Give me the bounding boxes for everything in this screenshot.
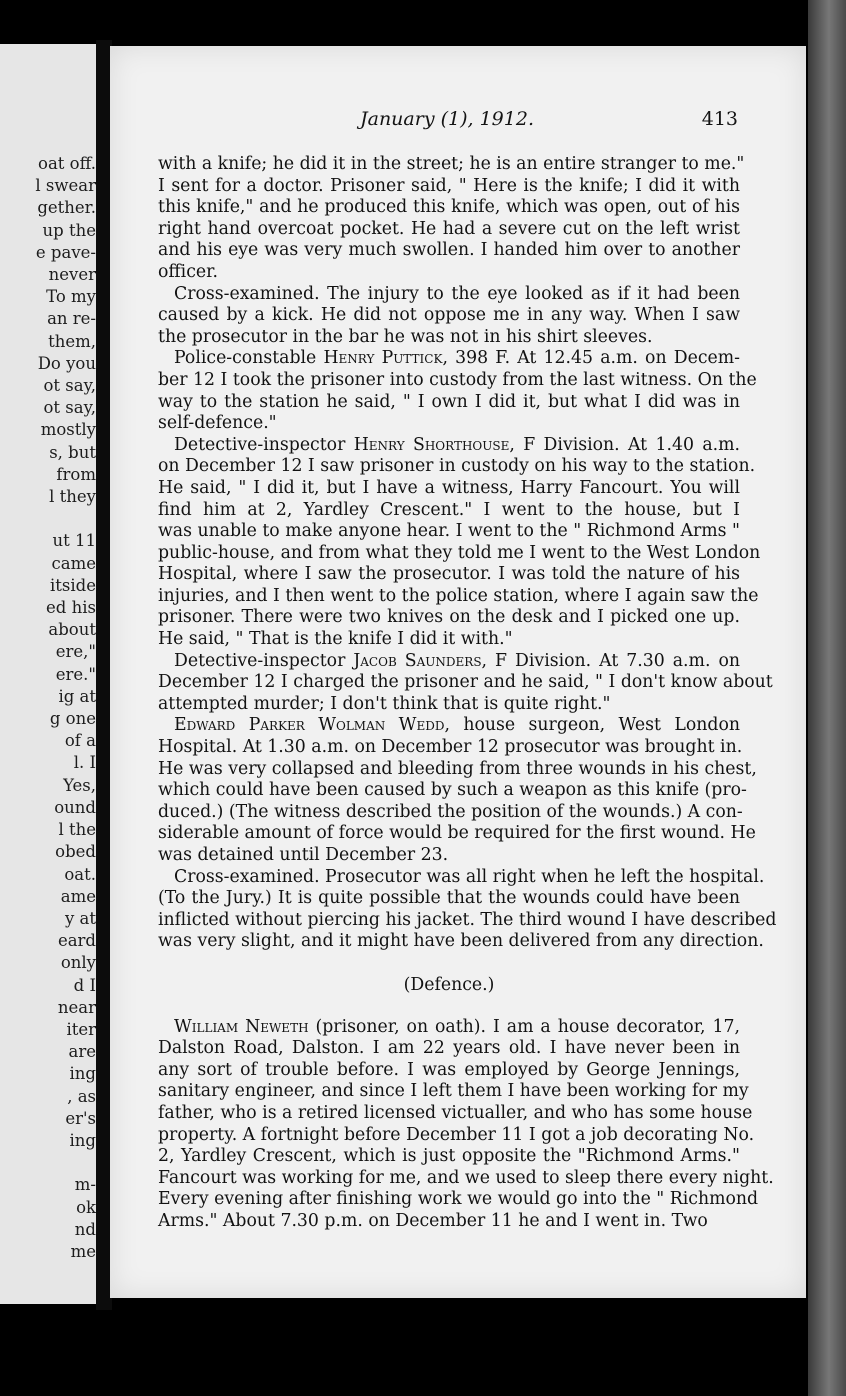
text-line: public-house, and from what they told me I went to the West London bbox=[158, 542, 761, 563]
text-line: December 12 I charged the prisoner and he said, " I don't know about bbox=[158, 672, 773, 693]
page-body bbox=[158, 154, 777, 1233]
section-heading: (Defence.) bbox=[403, 974, 495, 995]
text-line: Arms." About 7.30 p.m. on December 11 he and I went in. Two bbox=[158, 1210, 708, 1231]
text-line: Detective-inspector Jacob Saunders, F Division. At 7.30 a.m. on bbox=[174, 650, 740, 671]
facing-page-line: only bbox=[60, 953, 96, 973]
text-line: Police-constable Henry Puttick, 398 F. At 12.45 a.m. on Decem- bbox=[174, 348, 740, 369]
text-line: Every evening after finishing work we would go into the " Richmond bbox=[158, 1189, 759, 1210]
facing-page-line: l the bbox=[58, 820, 96, 840]
witness-name: Henry Puttick bbox=[323, 348, 443, 369]
facing-page-line: oat off. bbox=[38, 154, 96, 173]
facing-page-line: Yes, bbox=[63, 775, 96, 795]
facing-page-line: ut 11 bbox=[52, 531, 96, 551]
text-line: He said, " That is the knife I did it with." bbox=[158, 629, 513, 650]
text-line: injuries, and I then went to the police station, where I again saw the bbox=[158, 585, 759, 606]
text-line: He was very collapsed and bleeding from three wounds in his chest, bbox=[158, 758, 757, 779]
text-line: was unable to make anyone hear. I went to the " Richmond Arms " bbox=[158, 521, 740, 542]
facing-page-line: an re- bbox=[47, 309, 96, 329]
text-line: Detective-inspector Henry Shorthouse, F Division. At 1.40 a.m. bbox=[174, 434, 740, 455]
witness-name: William Neweth bbox=[174, 1016, 309, 1037]
text-line: father, who is a retired licensed victualler, and who has some house bbox=[158, 1102, 753, 1123]
facing-page-line: ot say, bbox=[43, 376, 96, 396]
text-line: Cross-examined. Prosecutor was all right when he left the hospital. bbox=[174, 866, 765, 887]
facing-page-line: ame bbox=[60, 886, 96, 906]
facing-page-line: never bbox=[48, 265, 96, 285]
facing-page-line: me bbox=[70, 1241, 96, 1261]
facing-page-line: l. I bbox=[73, 753, 96, 773]
text-line: caused by a kick. He did not oppose me in any way. When I saw bbox=[158, 305, 740, 326]
paragraph-1 bbox=[158, 154, 745, 284]
witness-name: Edward Parker Wolman Wedd bbox=[174, 715, 445, 736]
text-line: Cross-examined. The injury to the eye looked as if it had been bbox=[174, 283, 740, 304]
facing-page-line: ing bbox=[69, 1064, 96, 1084]
facing-page-line: ed his bbox=[46, 598, 96, 618]
facing-page-line: s, but bbox=[49, 442, 96, 462]
text-line: with a knife; he did it in the street; he is an entire stranger to me." bbox=[158, 154, 745, 174]
witness-name: Henry Shorthouse bbox=[353, 434, 510, 455]
facing-page-line: ing bbox=[69, 1130, 96, 1150]
facing-page-line: l swear bbox=[35, 176, 96, 196]
text-line: siderable amount of force would be required for the first wound. He bbox=[158, 823, 756, 844]
text-line: on December 12 I saw prisoner in custody on his way to the station. bbox=[158, 456, 756, 477]
paragraph-2 bbox=[158, 284, 740, 349]
paragraph-6 bbox=[158, 715, 757, 866]
facing-page-line: l they bbox=[49, 487, 96, 507]
facing-page-line: of a bbox=[64, 731, 96, 751]
facing-page-line: ot say, bbox=[43, 398, 96, 418]
text-line: I sent for a doctor. Prisoner said, " Here is the knife; I did it with bbox=[158, 175, 740, 196]
paragraph-5 bbox=[158, 650, 773, 716]
facing-page-line: g one bbox=[49, 709, 96, 729]
text-line: He said, " I did it, but I have a witness, Harry Fancourt. You will bbox=[158, 477, 740, 498]
text-line: Fancourt was working for me, and we used to sleep there every night. bbox=[158, 1167, 774, 1188]
text-line: self-defence." bbox=[158, 413, 277, 434]
facing-page-line: oat. bbox=[64, 864, 96, 884]
text-line: this knife," and he produced this knife, which was open, out of his bbox=[158, 197, 740, 218]
facing-page-text bbox=[35, 153, 96, 1263]
text-line: 2, Yardley Crescent, which is just opposite the "Richmond Arms." bbox=[158, 1146, 740, 1167]
facing-page-line: ok bbox=[76, 1197, 96, 1217]
facing-page-line: To my bbox=[46, 287, 96, 307]
text-line: Hospital, where I saw the prosecutor. I was told the nature of his bbox=[158, 564, 740, 585]
facing-page-line: came bbox=[51, 553, 96, 573]
document-page bbox=[110, 46, 806, 1298]
text-line: the prosecutor in the bar he was not in his shirt sleeves. bbox=[158, 326, 653, 347]
facing-page-line: near bbox=[57, 997, 96, 1017]
facing-page-line: itside bbox=[50, 575, 96, 595]
text-line: inflicted without piercing his jacket. The third wound I have described bbox=[158, 909, 777, 930]
text-line: prisoner. There were two knives on the desk and I picked one up. bbox=[158, 607, 740, 628]
text-line: William Neweth (prisoner, on oath). I am a house decorator, 17, bbox=[174, 1016, 740, 1037]
facing-page-line: are bbox=[68, 1042, 96, 1062]
facing-page-line bbox=[35, 508, 96, 530]
text-line: sanitary engineer, and since I left them I have been working for my bbox=[158, 1081, 749, 1102]
page-number: 413 bbox=[701, 108, 738, 130]
facing-page-line bbox=[35, 1152, 96, 1174]
facing-page-line: er's bbox=[65, 1108, 96, 1128]
paragraph-4 bbox=[158, 434, 761, 651]
facing-page-line: gether. bbox=[37, 198, 96, 218]
text-line: find him at 2, Yardley Crescent." I went to the house, but I bbox=[158, 499, 740, 520]
facing-page-line: them, bbox=[48, 331, 96, 351]
text-line: Dalston Road, Dalston. I am 22 years old. I have never been in bbox=[158, 1038, 740, 1059]
facing-page-line: ig at bbox=[58, 686, 96, 706]
facing-page-line: , as bbox=[67, 1086, 96, 1106]
paragraph-7 bbox=[158, 866, 777, 953]
text-line: ber 12 I took the prisoner into custody from the last witness. On the bbox=[158, 369, 757, 390]
facing-page-line: ere." bbox=[55, 664, 96, 684]
witness-name: Jacob Saunders bbox=[353, 650, 482, 671]
book-edge bbox=[808, 0, 846, 1396]
facing-page-line: Do you bbox=[37, 353, 96, 373]
text-line: which could have been caused by such a weapon as this knife (pro- bbox=[158, 780, 747, 801]
facing-page-line: nd bbox=[74, 1219, 96, 1239]
text-line: was detained until December 23. bbox=[158, 845, 449, 865]
paragraph-8 bbox=[158, 1016, 774, 1233]
text-line: way to the station he said, " I own I did it, but what I did was in bbox=[158, 391, 740, 412]
text-line: right hand overcoat pocket. He had a severe cut on the left wrist bbox=[158, 218, 740, 239]
facing-page-line: obed bbox=[55, 842, 96, 862]
text-line: attempted murder; I don't think that is quite right." bbox=[158, 693, 611, 714]
facing-page bbox=[0, 44, 98, 1304]
text-line: Hospital. At 1.30 a.m. on December 12 prosecutor was brought in. bbox=[158, 737, 743, 758]
text-line: and his eye was very much swollen. I handed him over to another bbox=[158, 240, 740, 261]
facing-page-line: d I bbox=[73, 975, 96, 995]
text-line: officer. bbox=[158, 261, 218, 282]
facing-page-line: e pave- bbox=[35, 242, 96, 262]
text-line: duced.) (The witness described the position of the wounds.) A con- bbox=[158, 801, 743, 822]
text-line: any sort of trouble before. I was employed by George Jennings, bbox=[158, 1059, 740, 1080]
facing-page-line: mostly bbox=[40, 420, 96, 440]
facing-page-line: ound bbox=[54, 797, 96, 817]
facing-page-line: y at bbox=[64, 908, 96, 928]
paragraph-3 bbox=[158, 348, 757, 434]
page-title: January (1), 1912. bbox=[360, 108, 534, 130]
text-line: Edward Parker Wolman Wedd, house surgeon, West London bbox=[174, 715, 740, 736]
facing-page-line: from bbox=[56, 464, 96, 484]
facing-page-line: ere," bbox=[55, 642, 96, 662]
text-line: (To the Jury.) It is quite possible that the wounds could have been bbox=[158, 888, 740, 909]
facing-page-line: up the bbox=[42, 220, 96, 240]
facing-page-line: iter bbox=[66, 1019, 96, 1039]
text-line: property. A fortnight before December 11 I got a job decorating No. bbox=[158, 1124, 755, 1145]
facing-page-line: m- bbox=[74, 1175, 96, 1195]
facing-page-line: eard bbox=[57, 931, 96, 951]
text-line: was very slight, and it might have been delivered from any direction. bbox=[158, 931, 764, 952]
facing-page-line: about bbox=[48, 620, 96, 640]
